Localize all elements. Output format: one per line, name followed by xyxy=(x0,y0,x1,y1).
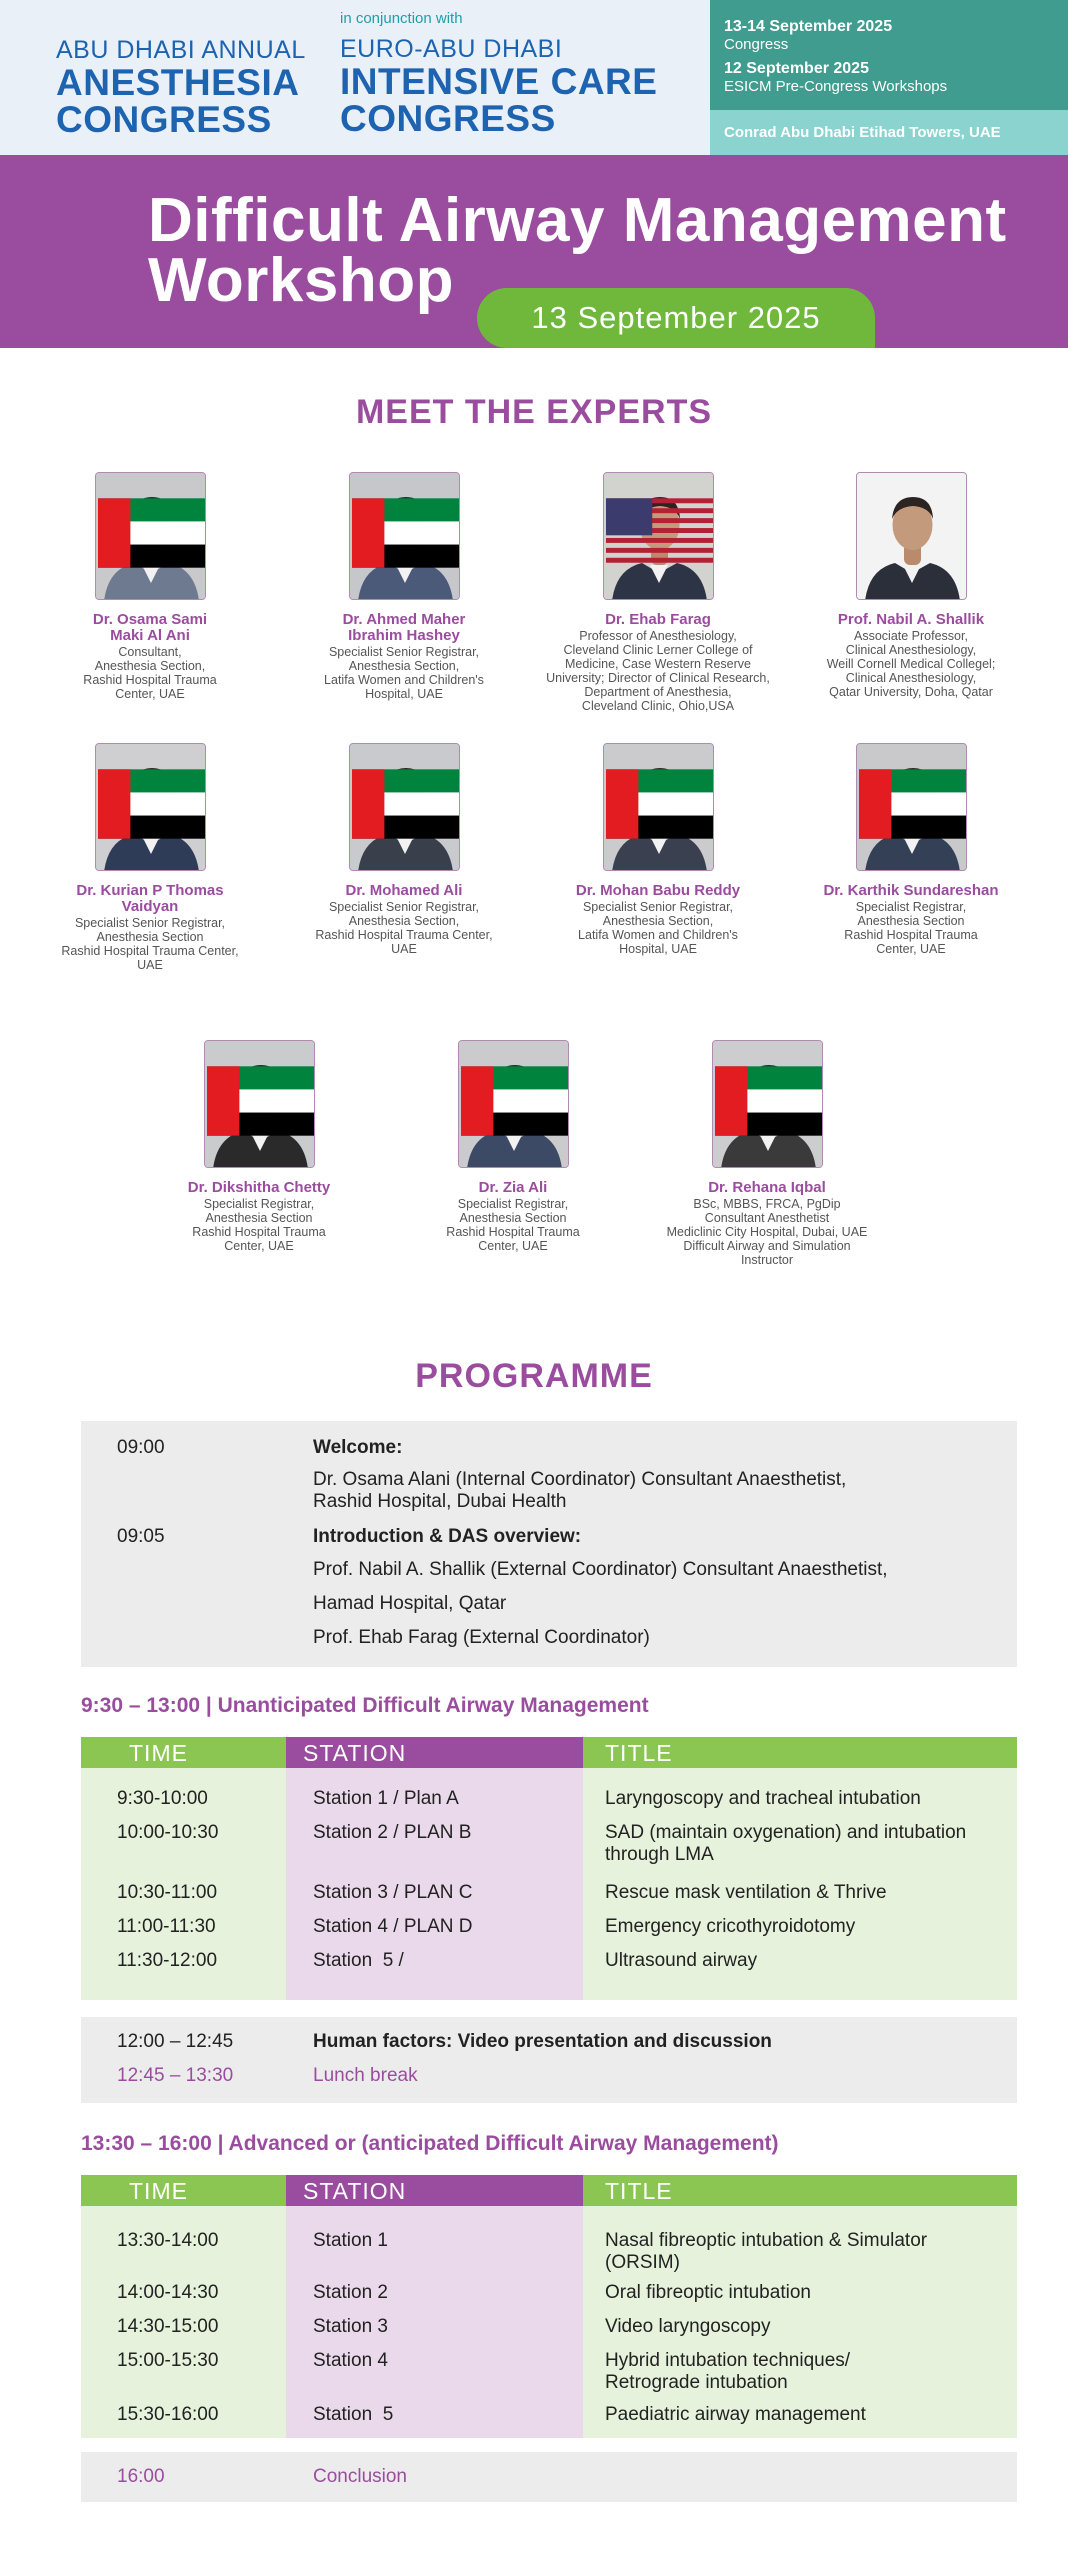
uae-flag-icon xyxy=(461,1040,569,1165)
workshop-title: Difficult Airway Management Workshop xyxy=(148,186,1007,315)
row-time: 14:00-14:30 xyxy=(117,2282,219,2303)
row-station: Station 5 / xyxy=(313,1950,404,1971)
conjunction-text: in conjunction with xyxy=(340,10,463,27)
expert-role: Specialist Senior Registrar, Anesthesia Section, Latifa Women and Children's Hospital, UAE xyxy=(578,900,738,956)
expert-name: Dr. Zia Ali xyxy=(478,1179,548,1196)
row-time: 15:30-16:00 xyxy=(117,2404,219,2425)
expert-card xyxy=(543,472,773,713)
human-factors-time: 12:00 – 12:45 xyxy=(117,2031,234,2052)
table-header xyxy=(81,2175,1017,2206)
uae-flag-icon xyxy=(98,472,206,597)
experts-title: MEET THE EXPERTS xyxy=(355,393,713,431)
expert-role: Specialist Registrar, Anesthesia Section Rashid Hospital Trauma Center, UAE xyxy=(844,900,978,956)
usa-flag-icon xyxy=(606,472,714,597)
row-title: Ultrasound airway xyxy=(605,1950,758,1971)
congress-label: Congress xyxy=(724,36,789,53)
expert-name: Dr. Mohamed Ali xyxy=(345,882,463,899)
row-title: SAD (maintain oxygenation) and intubation through LMA xyxy=(605,1822,967,1865)
uae-flag-icon xyxy=(859,743,967,868)
header-station: STATION xyxy=(303,1740,407,1766)
das-speaker-2: Prof. Ehab Farag (External Coordinator) xyxy=(313,1627,650,1648)
row-time: 10:30-11:00 xyxy=(117,1882,218,1903)
intro-block xyxy=(81,1421,1017,1667)
expert-name: Dr. Kurian P Thomas Vaidyan xyxy=(76,882,224,915)
venue: Conrad Abu Dhabi Etihad Towers, UAE xyxy=(710,110,1068,155)
row-station: Station 2 xyxy=(313,2282,388,2303)
annual-congress-logo: ABU DHABI ANNUAL ANESTHESIA CONGRESS xyxy=(56,36,306,140)
welcome-label: Welcome: xyxy=(313,1437,403,1458)
expert-name: Dr. Karthik Sundareshan xyxy=(823,882,999,899)
das-speaker-1-hospital: Hamad Hospital, Qatar xyxy=(313,1593,507,1614)
row-time: 11:30-12:00 xyxy=(117,1950,218,1971)
row-title: Oral fibreoptic intubation xyxy=(605,2282,811,2303)
row-station: Station 4 / PLAN D xyxy=(313,1916,473,1937)
row-station: Station 1 / Plan A xyxy=(313,1788,459,1809)
das-speaker-1: Prof. Nabil A. Shallik (External Coordinator) Consultant Anaesthetist, xyxy=(313,1559,888,1580)
expert-photo xyxy=(712,1040,823,1168)
expert-card xyxy=(289,743,519,956)
table-body xyxy=(81,1768,1017,2000)
expert-name: Dr. Osama Sami Maki Al Ani xyxy=(92,611,208,644)
session1-title: 9:30 – 13:00 | Unanticipated Difficult Airway Management xyxy=(81,1694,649,1717)
expert-name: Dr. Dikshitha Chetty xyxy=(187,1179,331,1196)
expert-photo xyxy=(204,1040,315,1168)
row-time: 10:00-10:30 xyxy=(117,1822,219,1843)
expert-photo xyxy=(349,743,460,871)
expert-name: Dr. Rehana Iqbal xyxy=(708,1179,826,1196)
row-time: 15:00-15:30 xyxy=(117,2350,219,2371)
header-time: TIME xyxy=(129,2178,188,2204)
welcome-desc: Dr. Osama Alani (Internal Coordinator) Consultant Anaesthetist, Rashid Hospital, Dubai Health xyxy=(313,1469,847,1512)
workshop-label: ESICM Pre-Congress Workshops xyxy=(724,78,948,95)
row-time: 11:00-11:30 xyxy=(117,1916,216,1937)
expert-role: Professor of Anesthesiology, Cleveland Clinic Lerner College of Medicine, Case Western Reserve University; Director of Clinical Research, Department of Anesthesia, Cleveland Clinic, Ohio,USA xyxy=(546,629,770,713)
expert-card xyxy=(796,743,1026,956)
row-station: Station 5 xyxy=(313,2404,394,2425)
conclusion-block xyxy=(81,2452,1017,2502)
row-station: Station 3 / PLAN C xyxy=(313,1882,473,1903)
expert-role: Specialist Senior Registrar, Anesthesia Section Rashid Hospital Trauma Center, UAE xyxy=(61,916,239,972)
welcome-time: 09:00 xyxy=(117,1437,165,1458)
uae-flag-icon xyxy=(207,1040,315,1165)
row-station: Station 2 / PLAN B xyxy=(313,1822,472,1843)
row-time: 9:30-10:00 xyxy=(117,1788,208,1809)
lunch-label: Lunch break xyxy=(313,2065,418,2086)
expert-photo xyxy=(458,1040,569,1168)
row-title: Emergency cricothyroidotomy xyxy=(605,1916,856,1937)
expert-card xyxy=(398,1040,628,1253)
portrait-icon xyxy=(857,473,967,600)
header-title: TITLE xyxy=(605,1740,673,1766)
row-station: Station 3 xyxy=(313,2316,388,2337)
expert-photo xyxy=(95,472,206,600)
expert-card xyxy=(289,472,519,701)
workshop-date-pill: 13 September 2025 xyxy=(477,288,875,348)
row-title: Nasal fibreoptic intubation & Simulator (ORSIM) xyxy=(605,2230,928,2273)
row-time: 14:30-15:00 xyxy=(117,2316,219,2337)
table-body xyxy=(81,2206,1017,2438)
row-station: Station 1 xyxy=(313,2230,388,2251)
uae-flag-icon xyxy=(715,1040,823,1165)
workshop-date: 12 September 2025 xyxy=(724,60,869,77)
expert-role: Specialist Registrar, Anesthesia Section Rashid Hospital Trauma Center, UAE xyxy=(446,1197,580,1253)
expert-role: Specialist Senior Registrar, Anesthesia Section, Latifa Women and Children's Hospital, UAE xyxy=(324,645,484,701)
expert-photo xyxy=(603,743,714,871)
row-time: 13:30-14:00 xyxy=(117,2230,219,2251)
uae-flag-icon xyxy=(98,743,206,868)
conclusion-label: Conclusion xyxy=(313,2466,407,2487)
row-title: Paediatric airway management xyxy=(605,2404,866,2425)
congress-date: 13-14 September 2025 xyxy=(724,18,893,35)
expert-card xyxy=(35,472,265,701)
row-title: Hybrid intubation techniques/ Retrograde intubation xyxy=(605,2350,851,2393)
expert-photo xyxy=(349,472,460,600)
dates-box xyxy=(710,0,1068,110)
expert-card xyxy=(543,743,773,956)
expert-name: Dr. Ehab Farag xyxy=(605,611,711,628)
expert-role: Specialist Senior Registrar, Anesthesia Section, Rashid Hospital Trauma Center, UAE xyxy=(315,900,493,956)
das-label: Introduction & DAS overview: xyxy=(313,1526,582,1547)
expert-role: BSc, MBBS, FRCA, PgDip Consultant Anesthetist Mediclinic City Hospital, Dubai, UAE Difficult Airway and Simulation Instructor xyxy=(666,1197,868,1267)
expert-name: Prof. Nabil A. Shallik xyxy=(837,611,985,628)
expert-photo xyxy=(856,472,967,600)
expert-photo xyxy=(856,743,967,871)
uae-flag-icon xyxy=(606,743,714,868)
midday-block xyxy=(81,2017,1017,2103)
expert-role: Associate Professor, Clinical Anesthesiology, Weill Cornell Medical Collegel; Clinical Anesthesiology, Qatar University, Doha, Qatar xyxy=(826,629,996,699)
expert-name: Dr. Mohan Babu Reddy xyxy=(575,882,741,899)
header-title: TITLE xyxy=(605,2178,673,2204)
expert-role: Specialist Registrar, Anesthesia Section Rashid Hospital Trauma Center, UAE xyxy=(192,1197,326,1253)
expert-card xyxy=(144,1040,374,1253)
row-title: Rescue mask ventilation & Thrive xyxy=(605,1882,887,1903)
expert-photo xyxy=(95,743,206,871)
table-header xyxy=(81,1737,1017,1768)
expert-card xyxy=(35,743,265,972)
expert-photo xyxy=(603,472,714,600)
expert-card xyxy=(652,1040,882,1267)
uae-flag-icon xyxy=(352,743,460,868)
conclusion-time: 16:00 xyxy=(117,2466,165,2487)
header-station: STATION xyxy=(303,2178,407,2204)
expert-role: Consultant, Anesthesia Section, Rashid Hospital Trauma Center, UAE xyxy=(83,645,217,701)
session2-title: 13:30 – 16:00 | Advanced or (anticipated Difficult Airway Management) xyxy=(81,2132,779,2155)
expert-name: Dr. Ahmed Maher Ibrahim Hashey xyxy=(342,611,466,644)
euro-congress-logo: in conjunction with EURO-ABU DHABI INTENSIVE CARE CONGRESS xyxy=(340,10,658,139)
uae-flag-icon xyxy=(352,472,460,597)
header-time: TIME xyxy=(129,1740,188,1766)
row-title: Laryngoscopy and tracheal intubation xyxy=(605,1788,921,1809)
programme-title: PROGRAMME xyxy=(415,1357,653,1395)
row-title: Video laryngoscopy xyxy=(605,2316,771,2337)
human-factors-label: Human factors: Video presentation and discussion xyxy=(313,2031,772,2052)
row-station: Station 4 xyxy=(313,2350,388,2371)
lunch-time: 12:45 – 13:30 xyxy=(117,2065,234,2086)
das-time: 09:05 xyxy=(117,1526,165,1547)
expert-card xyxy=(796,472,1026,699)
